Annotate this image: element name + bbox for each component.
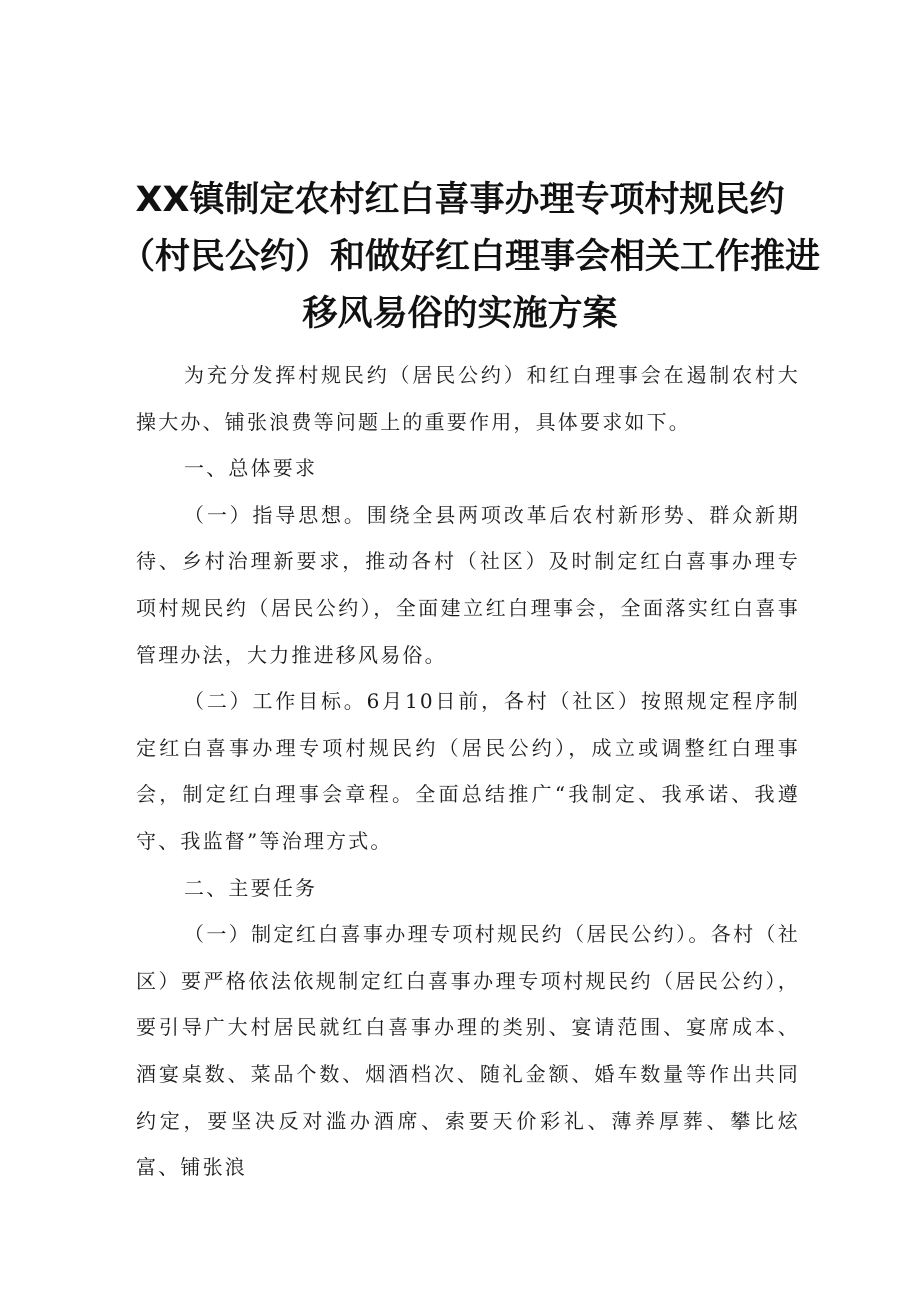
title-line-3: 移风易俗的实施方案 bbox=[302, 294, 618, 334]
paragraph-work-objectives: （二）工作目标。6月10日前，各村（社区）按照规定程序制定红白喜事办理专项村规民约（居民公约），成立或调整红白理事会，制定红白理事会章程。全面总结推广“我制定、我承诺、我遵守、我监督”等治理方式。 bbox=[136, 689, 800, 853]
document-body bbox=[136, 352, 800, 1191]
section-heading-main-tasks: 二、主要任务 bbox=[184, 875, 318, 900]
section-heading-overall-requirements: 一、总体要求 bbox=[184, 456, 318, 481]
paragraph-formulate-village-rules: （一）制定红白喜事办理专项村规民约（居民公约）。各村（社区）要严格依法依规制定红白喜事办理专项村规民约（居民公约），要引导广大村居民就红白喜事办理的类别、宴请范围、宴席成本、酒宴桌数、菜品个数、烟酒档次、随礼金额、婚车数量等作出共同约定，要坚决反对滥办酒席、索要天价彩礼、薄养厚葬、攀比炫富、铺张浪 bbox=[136, 922, 800, 1180]
title-line-2: （村民公约）和做好红白理事会相关工作推进 bbox=[120, 237, 821, 277]
paragraph-guiding-ideology: （一）指导思想。围绕全县两项改革后农村新形势、群众新期待、乡村治理新要求，推动各村（社区）及时制定红白喜事办理专项村规民约（居民公约），全面建立红白理事会，全面落实红白喜事管理办法，大力推进移风易俗。 bbox=[136, 502, 800, 667]
intro-paragraph: 为充分发挥村规民约（居民公约）和红白理事会在遏制农村大操大办、铺张浪费等问题上的重要作用，具体要求如下。 bbox=[136, 363, 800, 434]
title-line-1: XX镇制定农村红白喜事办理专项村规民约 bbox=[135, 180, 785, 220]
document-title bbox=[120, 172, 821, 343]
